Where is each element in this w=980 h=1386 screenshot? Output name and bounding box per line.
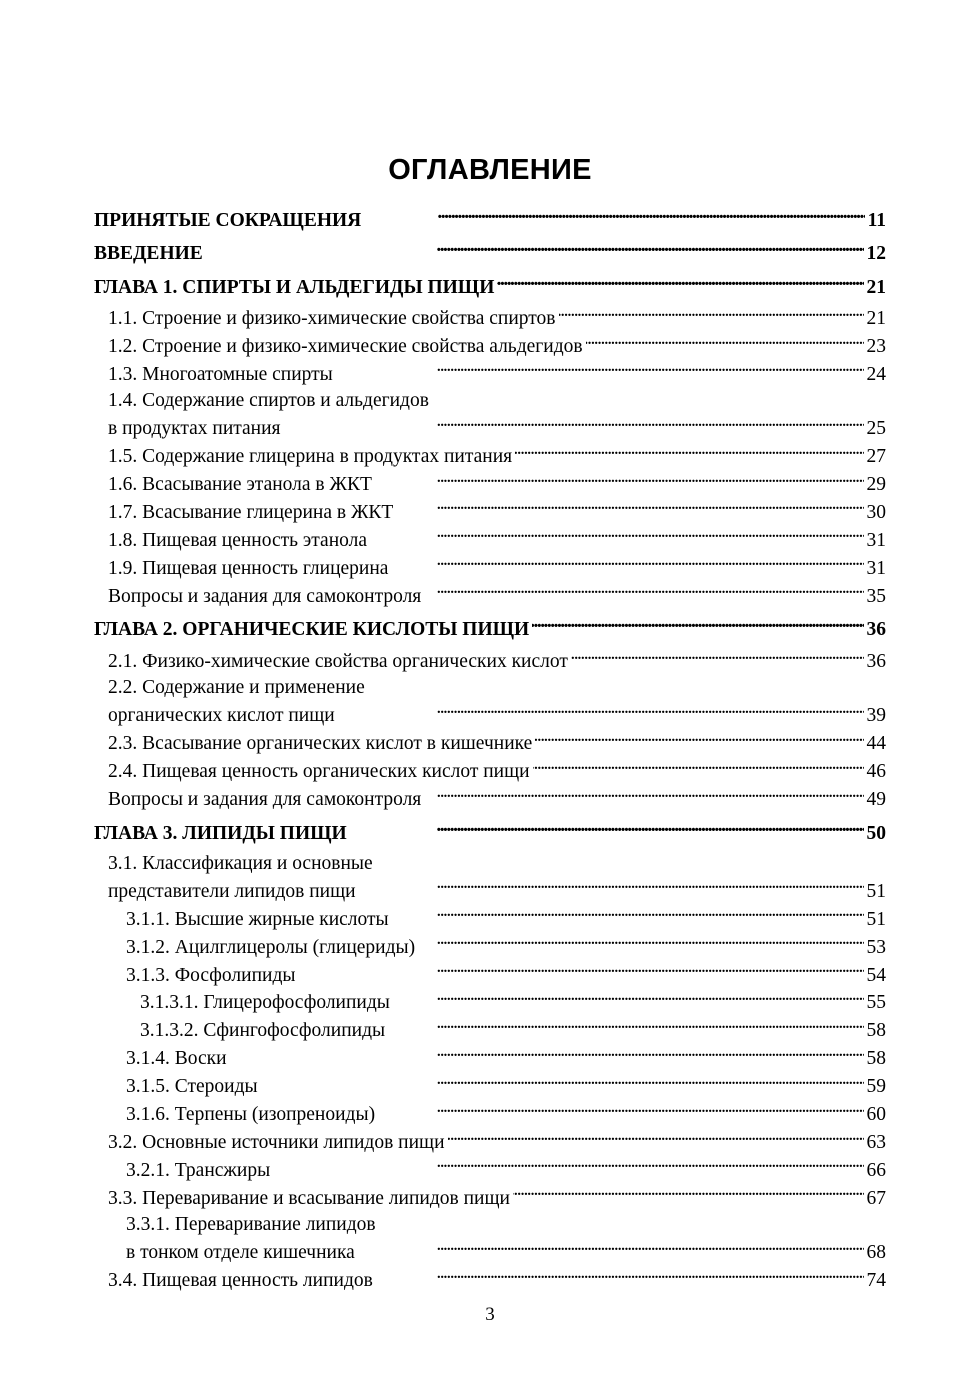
toc-entry-page: 68 bbox=[866, 1242, 886, 1264]
toc-entry-label: 3.1.3.1. Глицерофосфолипиды bbox=[140, 992, 390, 1014]
toc-entry-page: 11 bbox=[867, 209, 886, 231]
table-of-contents bbox=[94, 204, 886, 1294]
toc-entry-page: 44 bbox=[866, 733, 886, 755]
dot-leader bbox=[515, 443, 863, 463]
toc-entry-page: 39 bbox=[866, 705, 886, 727]
toc-entry-page: 36 bbox=[866, 650, 886, 672]
toc-entry-3-1-6[interactable] bbox=[94, 1101, 886, 1129]
dot-leader bbox=[338, 702, 864, 722]
dot-leader bbox=[497, 273, 863, 293]
toc-entry-label: ГЛАВА 3. ЛИПИДЫ ПИЩИ bbox=[94, 822, 347, 844]
dot-leader bbox=[284, 415, 864, 435]
dot-leader bbox=[273, 1156, 863, 1176]
toc-entry-label: ПРИНЯТЫЕ СОКРАЩЕНИЯ bbox=[94, 209, 362, 231]
toc-entry-label: в тонком отделе кишечника bbox=[126, 1242, 355, 1264]
toc-entry-3-1-2[interactable] bbox=[94, 933, 886, 961]
toc-entry-label: 3.1.5. Стероиды bbox=[126, 1076, 258, 1098]
toc-entry-chapter-2[interactable] bbox=[94, 616, 886, 644]
toc-entry-label: Вопросы и задания для самоконтроля bbox=[108, 585, 422, 607]
toc-entry-label: 1.1. Строение и физико-химические свойства спиртов bbox=[108, 308, 556, 329]
toc-entry-introduction[interactable] bbox=[94, 240, 886, 268]
dot-leader bbox=[359, 877, 864, 897]
dot-leader bbox=[375, 470, 864, 490]
toc-entry-page: 59 bbox=[866, 1076, 886, 1098]
toc-entry-label: Вопросы и задания для самоконтроля bbox=[108, 789, 422, 810]
toc-entry-label: 3.3. Переваривание и всасывание липидов пищи bbox=[108, 1187, 510, 1209]
dot-leader bbox=[571, 647, 864, 667]
toc-entry-page: 24 bbox=[866, 363, 886, 385]
toc-entry-page: 51 bbox=[866, 908, 886, 930]
dot-leader bbox=[370, 526, 863, 546]
toc-entry-3-2[interactable] bbox=[94, 1128, 886, 1156]
toc-entry-label: 1.5. Содержание глицерина в продуктах питания bbox=[108, 446, 513, 468]
toc-entry-page: 67 bbox=[866, 1187, 886, 1209]
toc-entry-label: 2.3. Всасывание органических кислот в кишечнике bbox=[108, 733, 533, 755]
toc-entry-label: 3.2.1. Трансжиры bbox=[126, 1159, 271, 1181]
dot-leader bbox=[448, 1128, 864, 1148]
toc-entry-label: ВВЕДЕНИЕ bbox=[94, 243, 203, 264]
toc-entry-1-2[interactable] bbox=[94, 332, 886, 360]
toc-entry-page: 50 bbox=[866, 822, 886, 844]
dot-leader bbox=[424, 582, 863, 602]
toc-entry-page: 31 bbox=[866, 557, 886, 579]
toc-entry-3-1-3-2[interactable] bbox=[94, 1017, 886, 1045]
dot-leader bbox=[418, 933, 863, 953]
toc-entry-label: 1.9. Пищевая ценность глицерина bbox=[108, 557, 389, 579]
toc-entry-3-1-3[interactable] bbox=[94, 961, 886, 989]
toc-entry-label: 1.8. Пищевая ценность этанола bbox=[108, 529, 368, 551]
toc-entry-page: 49 bbox=[866, 789, 886, 810]
toc-entry-label: 3.1. Классификация и основные bbox=[108, 852, 373, 874]
toc-entry-2-2-continuation[interactable] bbox=[94, 702, 886, 730]
toc-entry-page: 35 bbox=[866, 585, 886, 607]
dot-leader bbox=[230, 1045, 864, 1065]
toc-entry-label: ГЛАВА 1. СПИРТЫ И АЛЬДЕГИДЫ ПИЩИ bbox=[94, 276, 495, 298]
dot-leader bbox=[424, 786, 863, 806]
toc-entry-label: в продуктах питания bbox=[108, 418, 281, 440]
toc-entry-label: 3.3.1. Переваривание липидов bbox=[126, 1214, 376, 1236]
toc-entry-page: 30 bbox=[866, 501, 886, 523]
toc-entry-page: 55 bbox=[866, 992, 886, 1014]
toc-entry-label: 3.1.6. Терпены (изопреноиды) bbox=[126, 1104, 376, 1126]
toc-entry-2-3[interactable] bbox=[94, 730, 886, 758]
toc-entry-page: 23 bbox=[866, 335, 886, 357]
toc-entry-1-4[interactable] bbox=[94, 388, 886, 414]
toc-entry-page: 58 bbox=[866, 1048, 886, 1070]
toc-entry-chapter-2-questions[interactable] bbox=[94, 786, 886, 814]
toc-entry-page: 60 bbox=[866, 1104, 886, 1126]
toc-entry-3-1-3-1[interactable] bbox=[94, 989, 886, 1017]
toc-entry-1-7[interactable] bbox=[94, 498, 886, 526]
dot-leader bbox=[391, 554, 863, 574]
dot-leader bbox=[393, 989, 864, 1009]
toc-entry-abbreviations[interactable] bbox=[94, 206, 886, 234]
toc-entry-3-1-5[interactable] bbox=[94, 1073, 886, 1101]
toc-entry-3-3-1[interactable] bbox=[94, 1212, 886, 1238]
toc-entry-page: 29 bbox=[866, 473, 886, 495]
toc-entry-2-1[interactable] bbox=[94, 647, 886, 675]
toc-entry-label: ГЛАВА 2. ОРГАНИЧЕСКИЕ КИСЛОТЫ ПИЩИ bbox=[94, 619, 530, 641]
toc-entry-page: 21 bbox=[866, 276, 886, 298]
page-title: ОГЛАВЛЕНИЕ bbox=[388, 154, 592, 186]
toc-entry-1-5[interactable] bbox=[94, 443, 886, 471]
toc-entry-label: представители липидов пищи bbox=[108, 880, 356, 902]
toc-entry-label: 3.4. Пищевая ценность липидов bbox=[108, 1270, 373, 1291]
toc-entry-label: 1.3. Многоатомные спирты bbox=[108, 363, 333, 385]
toc-entry-1-9[interactable] bbox=[94, 554, 886, 582]
toc-entry-page: 36 bbox=[866, 619, 886, 641]
dot-leader bbox=[378, 1101, 863, 1121]
toc-entry-label: органических кислот пищи bbox=[108, 705, 335, 727]
toc-entry-label: 2.1. Физико-химические свойства органических кислот bbox=[108, 650, 568, 672]
toc-entry-page: 66 bbox=[866, 1159, 886, 1181]
toc-entry-chapter-3[interactable] bbox=[94, 819, 886, 847]
toc-entry-chapter-1[interactable] bbox=[94, 273, 886, 301]
toc-entry-page: 53 bbox=[866, 936, 886, 958]
toc-entry-label: 1.6. Всасывание этанола в ЖКТ bbox=[108, 473, 372, 495]
toc-entry-3-1[interactable] bbox=[94, 851, 886, 877]
toc-entry-3-1-4[interactable] bbox=[94, 1045, 886, 1073]
toc-entry-label: 3.1.2. Ацилглицеролы (глицериды) bbox=[126, 936, 416, 958]
toc-entry-label: 3.1.1. Высшие жирные кислоты bbox=[126, 908, 389, 930]
dot-leader bbox=[364, 206, 864, 226]
toc-entry-label: 1.7. Всасывание глицерина в ЖКТ bbox=[108, 501, 394, 523]
toc-entry-label: 1.4. Содержание спиртов и альдегидов bbox=[108, 390, 429, 412]
dot-leader bbox=[350, 819, 864, 839]
toc-entry-3-1-continuation[interactable] bbox=[94, 877, 886, 905]
toc-entry-label: 1.2. Строение и физико-химические свойства альдегидов bbox=[108, 335, 583, 357]
dot-leader bbox=[388, 1017, 863, 1037]
toc-entry-2-2[interactable] bbox=[94, 675, 886, 701]
toc-entry-3-3[interactable] bbox=[94, 1184, 886, 1212]
dot-leader bbox=[535, 730, 863, 750]
dot-leader bbox=[513, 1184, 864, 1204]
page-number: 3 bbox=[485, 1304, 495, 1325]
dot-leader bbox=[336, 360, 864, 380]
toc-entry-page: 63 bbox=[866, 1131, 886, 1153]
dot-leader bbox=[376, 1267, 864, 1287]
toc-entry-label: 3.1.3. Фосфолипиды bbox=[126, 964, 296, 986]
toc-entry-page: 54 bbox=[866, 964, 886, 986]
toc-entry-1-3[interactable] bbox=[94, 360, 886, 388]
toc-entry-3-3-1-continuation[interactable] bbox=[94, 1239, 886, 1267]
dot-leader bbox=[392, 905, 864, 925]
dot-leader bbox=[396, 498, 863, 518]
toc-entry-2-4[interactable] bbox=[94, 758, 886, 786]
toc-entry-label: 2.2. Содержание и применение bbox=[108, 677, 365, 699]
toc-entry-page: 27 bbox=[866, 446, 886, 468]
toc-entry-1-4-continuation[interactable] bbox=[94, 415, 886, 443]
toc-entry-page: 31 bbox=[866, 529, 886, 551]
toc-entry-3-2-1[interactable] bbox=[94, 1156, 886, 1184]
toc-entry-page: 46 bbox=[866, 761, 886, 783]
toc-entry-page: 51 bbox=[866, 880, 886, 902]
dot-leader bbox=[559, 305, 864, 325]
toc-entry-label: 3.1.3.2. Сфингофосфолипиды bbox=[140, 1020, 386, 1042]
toc-entry-1-6[interactable] bbox=[94, 470, 886, 498]
dot-leader bbox=[298, 961, 863, 981]
dot-leader bbox=[261, 1073, 864, 1093]
toc-entry-page: 58 bbox=[866, 1020, 886, 1042]
toc-entry-3-4[interactable] bbox=[94, 1267, 886, 1295]
toc-entry-chapter-1-questions[interactable] bbox=[94, 582, 886, 610]
toc-entry-label: 3.1.4. Воски bbox=[126, 1048, 227, 1070]
dot-leader bbox=[533, 758, 864, 778]
toc-entry-3-1-1[interactable] bbox=[94, 905, 886, 933]
dot-leader bbox=[532, 616, 863, 636]
toc-entry-label: 3.2. Основные источники липидов пищи bbox=[108, 1131, 445, 1153]
dot-leader bbox=[358, 1239, 864, 1259]
toc-entry-1-8[interactable] bbox=[94, 526, 886, 554]
dot-leader bbox=[586, 332, 864, 352]
toc-entry-page: 74 bbox=[866, 1270, 886, 1291]
toc-entry-1-1[interactable] bbox=[94, 305, 886, 333]
toc-entry-label: 2.4. Пищевая ценность органических кислот пищи bbox=[108, 761, 530, 783]
toc-entry-page: 12 bbox=[866, 243, 886, 264]
toc-entry-page: 21 bbox=[866, 308, 886, 329]
dot-leader bbox=[206, 240, 864, 260]
toc-entry-page: 25 bbox=[866, 418, 886, 440]
